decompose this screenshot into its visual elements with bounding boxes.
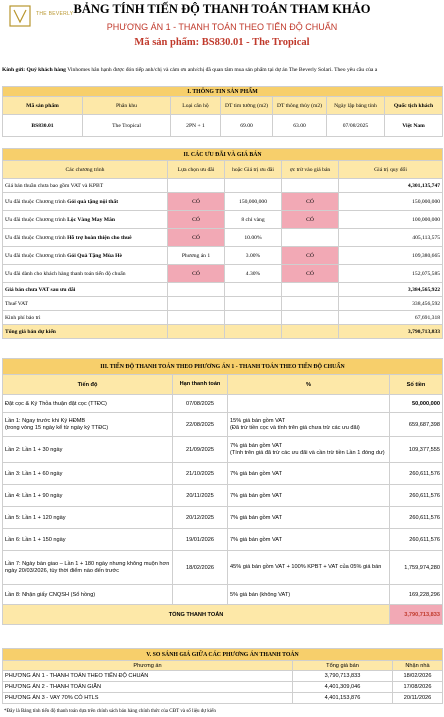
- offer-prefix: Ưu đãi thuộc Chương trình: [5, 198, 68, 205]
- col-header: Giá trị quy đổi: [339, 161, 443, 179]
- section-2-title: II. CÁC ƯU ĐÃI VÀ GIÁ BÁN: [3, 149, 443, 161]
- offer-deduct: [282, 229, 339, 247]
- offer-value: 150,000,000: [339, 193, 443, 211]
- schedule-row: [3, 529, 443, 551]
- due-cell: 21/09/2025: [173, 437, 228, 463]
- offer-rate: 4.30%: [225, 265, 282, 283]
- col-header: hoặc Giá trị ưu đãi: [225, 161, 282, 179]
- plan-name: PHƯƠNG ÁN 2 - THANH TOÁN GIÃN: [3, 682, 293, 693]
- date-cell: 07/08/2025: [327, 115, 385, 137]
- gross-area-cell: 69.00: [221, 115, 273, 137]
- greeting-label: Kính gửi: Quý khách hàng: [2, 67, 66, 73]
- col-header: Phân khu: [83, 97, 171, 115]
- offer-name: Hỗ trợ hoàn thiện cho thuê: [67, 234, 132, 241]
- pct-cell: 7% giá bán gồm VAT (Tính trên giá đã trừ các ưu đãi và cần trừ tiền Lần 1 đóng dư): [228, 437, 390, 463]
- offer-prefix: Ưu đãi thuộc Chương trình: [5, 216, 68, 223]
- section-3-title: III. TIẾN ĐỘ THANH TOÁN THEO PHƯƠNG ÁN 1 - THANH TOÁN THEO TIẾN ĐỘ CHUẨN: [3, 359, 443, 375]
- nationality-cell: Việt Nam: [385, 115, 443, 137]
- col-header: DT tim tường (m2): [221, 97, 273, 115]
- page-subtitle: PHƯƠNG ÁN 1 - THANH TOÁN THEO TIẾN ĐỘ CHUẨN: [106, 22, 338, 32]
- pct-cell: 7% giá bán gồm VAT: [228, 529, 390, 551]
- offer-rate: 10.00%: [225, 229, 282, 247]
- offer-value: 109,380,665: [339, 247, 443, 265]
- section-1-title: I. THÔNG TIN SẢN PHẨM: [3, 87, 443, 97]
- plan-price: 3,790,713,833: [293, 671, 393, 682]
- amount-cell: 1,759,974,280: [390, 551, 443, 585]
- col-header: Các chương trình: [3, 161, 168, 179]
- stage-cell: Lần 5: Lần 1 + 120 ngày: [3, 507, 173, 529]
- col-header: Loại căn hộ: [171, 97, 221, 115]
- schedule-row: [3, 485, 443, 507]
- net-price-value: 3,384,565,922: [339, 283, 443, 297]
- col-header: Tiến độ: [3, 375, 173, 395]
- offer-name: Lộc Vàng May Mắn: [67, 216, 115, 223]
- footnote: *Đây là Bảng tính tiến độ thanh toán dựa trên chính sách bán hàng chính thức của CĐT và số liệu dự kiến: [4, 709, 216, 714]
- schedule-row: [3, 463, 443, 485]
- offers-table: [2, 148, 443, 339]
- payment-schedule-table: [2, 358, 443, 625]
- product-info-table: [2, 86, 443, 137]
- offer-choice[interactable]: CÓ: [168, 211, 225, 229]
- plan-row: [3, 682, 443, 693]
- vat-label: Thuế VAT: [3, 297, 168, 311]
- col-header: DT thông thủy (m2): [273, 97, 327, 115]
- zone-cell: The Tropical: [83, 115, 171, 137]
- col-header: Phương án: [3, 661, 293, 671]
- pct-cell: [228, 395, 390, 413]
- schedule-row: [3, 551, 443, 585]
- due-cell: 19/01/2026: [173, 529, 228, 551]
- grand-total-value: 3,790,713,833: [390, 605, 443, 625]
- col-header: %: [228, 375, 390, 395]
- pct-cell: 7% giá bán gồm VAT: [228, 463, 390, 485]
- offer-name: Gói Quà Tặng Mùa Hè: [67, 252, 122, 259]
- net-area-cell: 63.00: [273, 115, 327, 137]
- offer-value: 405,113,575: [339, 229, 443, 247]
- col-header: Hạn thanh toán: [173, 375, 228, 395]
- col-header: Lựa chọn ưu đãi: [168, 161, 225, 179]
- due-cell: 21/10/2025: [173, 463, 228, 485]
- amount-cell: 260,611,576: [390, 529, 443, 551]
- base-price-label: Giá bán thuần chưa bao gồm VAT và KPBT: [3, 179, 168, 193]
- stage-cell: Lần 4: Lần 1 + 90 ngày: [3, 485, 173, 507]
- maintenance-value: 67,691,318: [339, 311, 443, 325]
- pct-cell: 15% giá bán gồm VAT (Đã trừ tiền cọc và tính trên giá chưa trừ các ưu đãi): [228, 413, 390, 437]
- col-header: Số tiền: [390, 375, 443, 395]
- offer-row: [3, 265, 443, 283]
- offer-row: [3, 193, 443, 211]
- plan-row: [3, 671, 443, 682]
- amount-cell: 260,611,576: [390, 507, 443, 529]
- due-cell: 22/08/2025: [173, 413, 228, 437]
- page-title: BẢNG TÍNH TIẾN ĐỘ THANH TOÁN THAM KHẢO: [73, 2, 371, 16]
- col-header: Tổng giá bán: [293, 661, 393, 671]
- net-price-label: Giá bán chưa VAT sau ưu đãi: [3, 283, 168, 297]
- amount-cell: 659,687,398: [390, 413, 443, 437]
- amount-cell: 50,000,000: [390, 395, 443, 413]
- section-5-title: V. SO SÁNH GIÁ GIỮA CÁC PHƯƠNG ÁN THANH TOÁN: [3, 649, 443, 661]
- product-code: Mã sản phẩm: BS830.01 - The Tropical: [134, 37, 310, 48]
- col-header: Quốc tịch khách: [385, 97, 443, 115]
- offer-deduct[interactable]: CÓ: [282, 211, 339, 229]
- offer-deduct[interactable]: CÓ: [282, 265, 339, 283]
- stage-cell: Lần 6: Lần 1 + 150 ngày: [3, 529, 173, 551]
- offer-prefix: Ưu đãi dành cho khách hàng thanh toán tiến độ chuẩn: [5, 270, 126, 277]
- schedule-row: [3, 413, 443, 437]
- offer-rate: 8 chỉ vàng: [225, 211, 282, 229]
- offer-row: [3, 211, 443, 229]
- vat-value: 338,456,592: [339, 297, 443, 311]
- plan-handover: 20/11/2026: [393, 693, 443, 704]
- pct-cell: 5% giá bán (không VAT): [228, 585, 390, 605]
- plan-price: 4,401,309,046: [293, 682, 393, 693]
- offer-prefix: Ưu đãi thuộc Chương trình: [5, 252, 68, 259]
- plan-price: 4,401,153,876: [293, 693, 393, 704]
- plan-name: PHƯƠNG ÁN 1 - THANH TOÁN THEO TIẾN ĐỘ CHUẨN: [3, 671, 293, 682]
- logo-text: THE BEVERLY: [36, 11, 74, 17]
- offer-value: 100,000,000: [339, 211, 443, 229]
- base-price-value: 4,301,135,747: [339, 179, 443, 193]
- plan-handover: 17/08/2026: [393, 682, 443, 693]
- schedule-row: [3, 507, 443, 529]
- pct-cell: 45% giá bán gồm VAT + 100% KPBT + VAT của 05% giá bán: [228, 551, 390, 585]
- due-cell: 20/11/2025: [173, 485, 228, 507]
- offer-value: 152,075,585: [339, 265, 443, 283]
- schedule-row: [3, 585, 443, 605]
- col-header: Mã sản phẩm: [3, 97, 83, 115]
- offer-choice[interactable]: CÓ: [168, 265, 225, 283]
- unit-type-cell: 2PN + 1: [171, 115, 221, 137]
- plan-name: PHƯƠNG ÁN 3 - VAY 70% CÓ HTLS: [3, 693, 293, 704]
- offer-choice[interactable]: CÓ: [168, 229, 225, 247]
- plan-row: [3, 693, 443, 704]
- plan-handover: 18/02/2026: [393, 671, 443, 682]
- estimated-total-value: 3,790,713,833: [339, 325, 443, 339]
- grand-total-label: TỔNG THANH TOÁN: [3, 605, 390, 625]
- maintenance-label: Kinh phí bảo trì: [3, 311, 168, 325]
- plan-comparison-table: [2, 648, 443, 704]
- offer-deduct[interactable]: CÓ: [282, 247, 339, 265]
- col-header: Ngày lập bảng tính: [327, 97, 385, 115]
- due-cell: 18/02/2026: [173, 551, 228, 585]
- offer-deduct[interactable]: CÓ: [282, 193, 339, 211]
- stage-cell: Lần 7: Ngày bàn giao – Lần 1 + 180 ngày nhưng không muộn hơn ngày 20/03/2026, tùy thời điểm nào đến trước: [3, 551, 173, 585]
- due-cell: 07/08/2025: [173, 395, 228, 413]
- offer-name: Gói quà tặng nội thất: [67, 198, 119, 205]
- pct-cell: 7% giá bán gồm VAT: [228, 485, 390, 507]
- greeting-text: Vinhomes hân hạnh được đón tiếp anh/chị và cảm ơn anh/chị đã quan tâm mua sản phẩm tại dự án The Beverly Solari. Theo yêu cầu của a: [65, 67, 378, 73]
- stage-cell: Lần 8: Nhận giấy CNQSH (Sổ hồng): [3, 585, 173, 605]
- offer-choice[interactable]: CÓ: [168, 193, 225, 211]
- col-header: ợc trừ vào giá bán: [282, 161, 339, 179]
- schedule-row: [3, 395, 443, 413]
- greeting: [2, 67, 442, 73]
- offer-rate: 150,000,000: [225, 193, 282, 211]
- amount-cell: 109,377,555: [390, 437, 443, 463]
- due-cell: [173, 585, 228, 605]
- col-header: Nhận nhà: [393, 661, 443, 671]
- stage-cell: Đặt cọc & Ký Thỏa thuận đặt cọc (TTĐC): [3, 395, 173, 413]
- amount-cell: 260,611,576: [390, 485, 443, 507]
- amount-cell: 260,611,576: [390, 463, 443, 485]
- offer-rate: 3.00%: [225, 247, 282, 265]
- stage-cell: Lần 1: Ngay trước khi Ký HĐMB (trong vòng 15 ngày kể từ ngày ký TTĐC): [3, 413, 173, 437]
- schedule-row: [3, 437, 443, 463]
- estimated-total-label: Tổng giá bán dự kiến: [3, 325, 168, 339]
- stage-cell: Lần 2: Lần 1 + 30 ngày: [3, 437, 173, 463]
- offer-row: [3, 229, 443, 247]
- pct-cell: 7% giá bán gồm VAT: [228, 507, 390, 529]
- stage-cell: Lần 3: Lần 1 + 60 ngày: [3, 463, 173, 485]
- offer-prefix: Ưu đãi thuộc Chương trình: [5, 234, 68, 241]
- offer-row: [3, 247, 443, 265]
- amount-cell: 169,228,296: [390, 585, 443, 605]
- offer-choice[interactable]: Phương án 1: [168, 247, 225, 265]
- product-code-cell: BS830.01: [3, 115, 83, 137]
- due-cell: 20/12/2025: [173, 507, 228, 529]
